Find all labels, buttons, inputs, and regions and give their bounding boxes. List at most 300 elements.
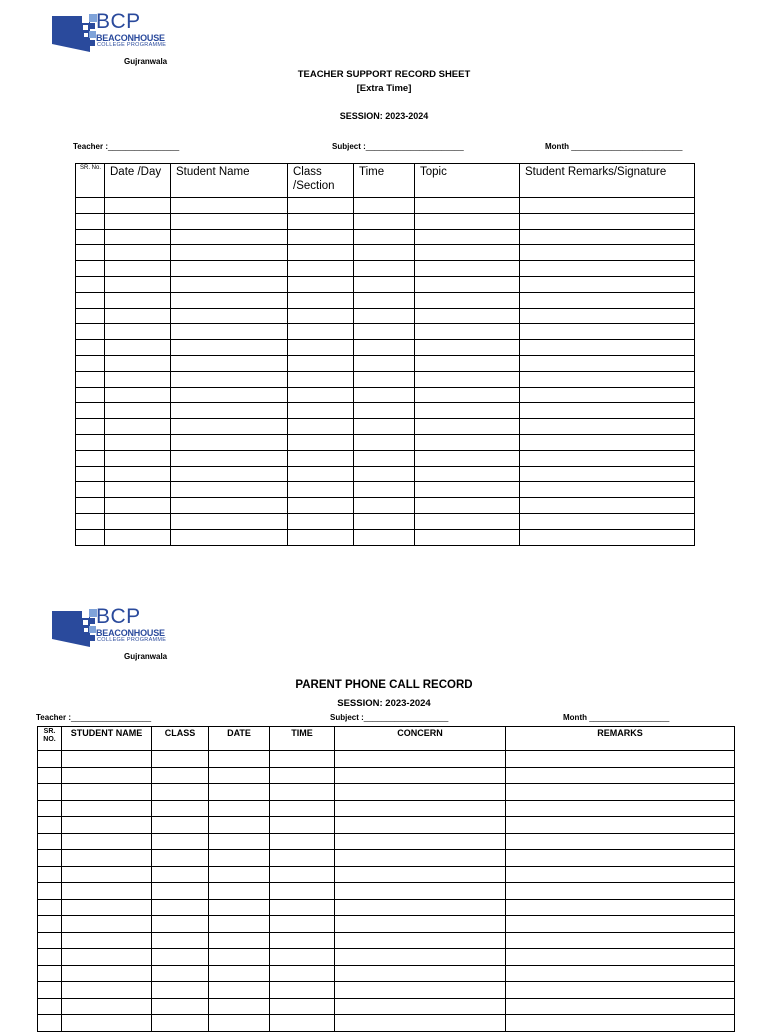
table-cell[interactable]: [335, 883, 506, 900]
table-cell[interactable]: [520, 466, 695, 482]
table-cell[interactable]: [506, 800, 735, 817]
table-cell[interactable]: [76, 371, 105, 387]
table-cell[interactable]: [171, 229, 288, 245]
table-cell[interactable]: [62, 1015, 152, 1032]
table-cell[interactable]: [270, 965, 335, 982]
table-cell[interactable]: [288, 434, 354, 450]
table-cell[interactable]: [105, 450, 171, 466]
table-cell[interactable]: [415, 450, 520, 466]
table-cell[interactable]: [209, 784, 270, 801]
table-cell[interactable]: [171, 324, 288, 340]
table-cell[interactable]: [62, 965, 152, 982]
table-cell[interactable]: [270, 817, 335, 834]
table-cell[interactable]: [506, 751, 735, 768]
table-cell[interactable]: [520, 340, 695, 356]
table-cell[interactable]: [105, 482, 171, 498]
subject-label: Subject :: [330, 713, 364, 722]
table-cell[interactable]: [354, 324, 415, 340]
table-cell[interactable]: [152, 833, 209, 850]
table-cell[interactable]: [335, 998, 506, 1015]
table-row: [38, 850, 735, 867]
table-cell[interactable]: [288, 229, 354, 245]
table-cell[interactable]: [520, 276, 695, 292]
table-cell[interactable]: [209, 965, 270, 982]
table-cell[interactable]: [270, 866, 335, 883]
table-cell[interactable]: [288, 292, 354, 308]
table-cell[interactable]: [335, 850, 506, 867]
table-cell[interactable]: [288, 513, 354, 529]
table-cell[interactable]: [288, 245, 354, 261]
table-cell[interactable]: [288, 403, 354, 419]
table-cell[interactable]: [105, 229, 171, 245]
table-cell[interactable]: [76, 308, 105, 324]
table-cell[interactable]: [38, 949, 62, 966]
table-cell[interactable]: [105, 498, 171, 514]
table-cell[interactable]: [506, 767, 735, 784]
table-cell[interactable]: [520, 355, 695, 371]
table-cell[interactable]: [415, 261, 520, 277]
table-cell[interactable]: [288, 450, 354, 466]
table-cell[interactable]: [335, 784, 506, 801]
table-cell[interactable]: [76, 387, 105, 403]
table-cell[interactable]: [335, 916, 506, 933]
table-cell[interactable]: [76, 419, 105, 435]
table-cell[interactable]: [415, 434, 520, 450]
table-cell[interactable]: [354, 466, 415, 482]
table-cell[interactable]: [62, 949, 152, 966]
table-cell[interactable]: [171, 245, 288, 261]
table-cell[interactable]: [62, 767, 152, 784]
table-row: [76, 276, 695, 292]
table-cell[interactable]: [415, 245, 520, 261]
table-cell[interactable]: [171, 529, 288, 545]
table-cell[interactable]: [209, 767, 270, 784]
table-cell[interactable]: [506, 883, 735, 900]
table-cell[interactable]: [354, 198, 415, 214]
table-cell[interactable]: [288, 498, 354, 514]
col-remarks: REMARKS: [506, 727, 735, 751]
table-cell[interactable]: [38, 916, 62, 933]
table-cell[interactable]: [171, 513, 288, 529]
table-cell[interactable]: [38, 784, 62, 801]
table-cell[interactable]: [506, 817, 735, 834]
table-cell[interactable]: [171, 498, 288, 514]
table-cell[interactable]: [270, 1015, 335, 1032]
table-cell[interactable]: [38, 932, 62, 949]
table-cell[interactable]: [62, 784, 152, 801]
table-cell[interactable]: [152, 1015, 209, 1032]
table-cell[interactable]: [415, 340, 520, 356]
table-cell[interactable]: [62, 982, 152, 999]
table-row: [76, 498, 695, 514]
table-cell[interactable]: [38, 866, 62, 883]
table-cell[interactable]: [270, 784, 335, 801]
table-cell[interactable]: [209, 998, 270, 1015]
table-row: [38, 817, 735, 834]
table-cell[interactable]: [62, 866, 152, 883]
table-cell[interactable]: [520, 450, 695, 466]
table-cell[interactable]: [38, 817, 62, 834]
table-cell[interactable]: [76, 261, 105, 277]
table-cell[interactable]: [209, 833, 270, 850]
table-cell[interactable]: [520, 482, 695, 498]
table-cell[interactable]: [520, 261, 695, 277]
table-cell[interactable]: [152, 800, 209, 817]
table-cell[interactable]: [270, 982, 335, 999]
table-cell[interactable]: [209, 1015, 270, 1032]
table-cell[interactable]: [152, 767, 209, 784]
table-cell[interactable]: [506, 899, 735, 916]
table-cell[interactable]: [506, 998, 735, 1015]
table-cell[interactable]: [288, 466, 354, 482]
table-cell[interactable]: [415, 482, 520, 498]
col-student-name: Student Name: [171, 164, 288, 198]
table-cell[interactable]: [270, 751, 335, 768]
table-cell[interactable]: [506, 916, 735, 933]
table-cell[interactable]: [520, 245, 695, 261]
table-cell[interactable]: [76, 403, 105, 419]
table-cell[interactable]: [270, 899, 335, 916]
table-cell[interactable]: [62, 817, 152, 834]
table-cell[interactable]: [171, 387, 288, 403]
table-cell[interactable]: [506, 982, 735, 999]
table-cell[interactable]: [171, 292, 288, 308]
table-cell[interactable]: [76, 245, 105, 261]
table-cell[interactable]: [415, 213, 520, 229]
table-cell[interactable]: [105, 419, 171, 435]
logo-programme: COLLEGE PROGRAMME: [97, 637, 167, 643]
table-cell[interactable]: [105, 434, 171, 450]
table-cell[interactable]: [335, 899, 506, 916]
table-cell[interactable]: [335, 965, 506, 982]
table-cell[interactable]: [171, 434, 288, 450]
table-cell[interactable]: [105, 213, 171, 229]
table-cell[interactable]: [76, 529, 105, 545]
table-cell[interactable]: [520, 292, 695, 308]
table-cell[interactable]: [62, 932, 152, 949]
table-cell[interactable]: [38, 1015, 62, 1032]
table-cell[interactable]: [520, 229, 695, 245]
table-cell[interactable]: [38, 883, 62, 900]
table-cell[interactable]: [62, 751, 152, 768]
month-field[interactable]: [563, 713, 669, 722]
table-cell[interactable]: [520, 513, 695, 529]
table-cell[interactable]: [209, 982, 270, 999]
table-cell[interactable]: [354, 403, 415, 419]
table-cell[interactable]: [171, 371, 288, 387]
table-cell[interactable]: [270, 949, 335, 966]
subject-field[interactable]: [332, 142, 464, 151]
table-cell[interactable]: [288, 371, 354, 387]
table-cell[interactable]: [354, 529, 415, 545]
table-cell[interactable]: [105, 355, 171, 371]
table-cell[interactable]: [288, 340, 354, 356]
table-cell[interactable]: [76, 498, 105, 514]
table-cell[interactable]: [506, 965, 735, 982]
table-cell[interactable]: [354, 340, 415, 356]
table-cell[interactable]: [506, 850, 735, 867]
table-cell[interactable]: [62, 998, 152, 1015]
table-cell[interactable]: [270, 850, 335, 867]
table-cell[interactable]: [105, 276, 171, 292]
table-cell[interactable]: [520, 387, 695, 403]
table-cell[interactable]: [415, 371, 520, 387]
table-cell[interactable]: [354, 308, 415, 324]
table-cell[interactable]: [152, 998, 209, 1015]
table-cell[interactable]: [171, 355, 288, 371]
table-cell[interactable]: [520, 498, 695, 514]
table-cell[interactable]: [415, 308, 520, 324]
month-field[interactable]: [545, 142, 682, 151]
teacher-field[interactable]: [73, 142, 179, 151]
table-cell[interactable]: [105, 403, 171, 419]
table-cell[interactable]: [62, 850, 152, 867]
table-cell[interactable]: [209, 800, 270, 817]
table-cell[interactable]: [354, 450, 415, 466]
table-row: [76, 229, 695, 245]
table-cell[interactable]: [288, 355, 354, 371]
table-cell[interactable]: [76, 213, 105, 229]
table-cell[interactable]: [62, 883, 152, 900]
table-cell[interactable]: [520, 529, 695, 545]
table-cell[interactable]: [152, 883, 209, 900]
table-cell[interactable]: [520, 403, 695, 419]
table-cell[interactable]: [335, 932, 506, 949]
table-cell[interactable]: [171, 466, 288, 482]
table-cell[interactable]: [335, 767, 506, 784]
teacher-blank: ________________: [107, 142, 180, 151]
table-row: [38, 998, 735, 1015]
table-cell[interactable]: [288, 276, 354, 292]
table-cell[interactable]: [105, 529, 171, 545]
table-cell[interactable]: [38, 998, 62, 1015]
table-cell[interactable]: [354, 482, 415, 498]
table-cell[interactable]: [270, 932, 335, 949]
table-cell[interactable]: [209, 899, 270, 916]
table-cell[interactable]: [171, 482, 288, 498]
table-cell[interactable]: [288, 261, 354, 277]
table-cell[interactable]: [288, 387, 354, 403]
table-cell[interactable]: [354, 387, 415, 403]
table-cell[interactable]: [152, 916, 209, 933]
table-cell[interactable]: [105, 245, 171, 261]
table-cell[interactable]: [171, 308, 288, 324]
table-cell[interactable]: [506, 866, 735, 883]
table-cell[interactable]: [415, 403, 520, 419]
table-cell[interactable]: [152, 817, 209, 834]
table-cell[interactable]: [335, 800, 506, 817]
table-cell[interactable]: [415, 276, 520, 292]
table-cell[interactable]: [520, 371, 695, 387]
table-cell[interactable]: [209, 866, 270, 883]
session-label: SESSION: 2023-2024: [337, 698, 431, 709]
table-cell[interactable]: [152, 784, 209, 801]
table-cell[interactable]: [288, 198, 354, 214]
table-cell[interactable]: [76, 198, 105, 214]
table-cell[interactable]: [415, 513, 520, 529]
table-cell[interactable]: [152, 751, 209, 768]
table-cell[interactable]: [354, 276, 415, 292]
table-cell[interactable]: [38, 751, 62, 768]
table-cell[interactable]: [38, 833, 62, 850]
table-cell[interactable]: [171, 276, 288, 292]
table-cell[interactable]: [354, 419, 415, 435]
table-cell[interactable]: [335, 833, 506, 850]
table-cell[interactable]: [520, 419, 695, 435]
table-cell[interactable]: [105, 387, 171, 403]
table-cell[interactable]: [105, 261, 171, 277]
table-cell[interactable]: [76, 292, 105, 308]
table-cell[interactable]: [415, 387, 520, 403]
teacher-field[interactable]: [36, 713, 151, 722]
table-cell[interactable]: [270, 767, 335, 784]
table-cell[interactable]: [354, 355, 415, 371]
table-row: [38, 833, 735, 850]
table-cell[interactable]: [354, 261, 415, 277]
table-cell[interactable]: [76, 355, 105, 371]
table-cell[interactable]: [520, 324, 695, 340]
table-cell[interactable]: [354, 245, 415, 261]
table-cell[interactable]: [288, 482, 354, 498]
table-cell[interactable]: [105, 308, 171, 324]
table-cell[interactable]: [76, 276, 105, 292]
table-cell[interactable]: [38, 767, 62, 784]
table-cell[interactable]: [415, 198, 520, 214]
table-cell[interactable]: [76, 450, 105, 466]
table-cell[interactable]: [152, 949, 209, 966]
table-cell[interactable]: [288, 308, 354, 324]
table-cell[interactable]: [152, 850, 209, 867]
table-cell[interactable]: [520, 308, 695, 324]
table-cell[interactable]: [105, 340, 171, 356]
table-cell[interactable]: [335, 751, 506, 768]
table-cell[interactable]: [171, 261, 288, 277]
table-cell[interactable]: [506, 932, 735, 949]
table-cell[interactable]: [270, 800, 335, 817]
table-cell[interactable]: [152, 866, 209, 883]
table-cell[interactable]: [171, 198, 288, 214]
table-cell[interactable]: [415, 292, 520, 308]
table-cell[interactable]: [76, 324, 105, 340]
table-cell[interactable]: [62, 833, 152, 850]
table-cell[interactable]: [354, 213, 415, 229]
table-cell[interactable]: [354, 292, 415, 308]
table-cell[interactable]: [270, 998, 335, 1015]
teacher-label: Teacher :: [73, 142, 108, 151]
table-row: [76, 324, 695, 340]
table-cell[interactable]: [38, 800, 62, 817]
table-cell[interactable]: [62, 899, 152, 916]
table-cell[interactable]: [415, 498, 520, 514]
table-cell[interactable]: [506, 833, 735, 850]
table-cell[interactable]: [209, 949, 270, 966]
table-cell[interactable]: [270, 883, 335, 900]
table-cell[interactable]: [76, 482, 105, 498]
table-cell[interactable]: [152, 899, 209, 916]
table-cell[interactable]: [415, 529, 520, 545]
table-cell[interactable]: [171, 450, 288, 466]
table-cell[interactable]: [105, 324, 171, 340]
table-cell[interactable]: [105, 371, 171, 387]
table-cell[interactable]: [209, 916, 270, 933]
table-cell[interactable]: [520, 213, 695, 229]
table-cell[interactable]: [105, 466, 171, 482]
table-cell[interactable]: [415, 229, 520, 245]
table-cell[interactable]: [354, 434, 415, 450]
table-cell[interactable]: [335, 866, 506, 883]
table-cell[interactable]: [171, 403, 288, 419]
table-cell[interactable]: [520, 434, 695, 450]
table-cell[interactable]: [152, 965, 209, 982]
logo-abbr: BCP: [96, 605, 141, 628]
table-cell[interactable]: [415, 355, 520, 371]
table-cell[interactable]: [335, 949, 506, 966]
table-cell[interactable]: [288, 324, 354, 340]
table-cell[interactable]: [62, 916, 152, 933]
table-cell[interactable]: [354, 229, 415, 245]
table-cell[interactable]: [335, 817, 506, 834]
teacher-label: Teacher :: [36, 713, 71, 722]
table-cell[interactable]: [506, 1015, 735, 1032]
table-cell[interactable]: [270, 833, 335, 850]
table-cell[interactable]: [105, 198, 171, 214]
table-cell[interactable]: [354, 513, 415, 529]
table-cell[interactable]: [209, 850, 270, 867]
table-cell[interactable]: [171, 340, 288, 356]
table-cell[interactable]: [506, 784, 735, 801]
subject-field[interactable]: [330, 713, 448, 722]
table-cell[interactable]: [152, 982, 209, 999]
table-cell[interactable]: [520, 198, 695, 214]
table-cell[interactable]: [76, 466, 105, 482]
table-cell[interactable]: [415, 324, 520, 340]
table-cell[interactable]: [288, 213, 354, 229]
table-cell[interactable]: [270, 916, 335, 933]
table-cell[interactable]: [171, 213, 288, 229]
table-cell[interactable]: [354, 498, 415, 514]
subject-label: Subject :: [332, 142, 366, 151]
table-cell[interactable]: [209, 817, 270, 834]
table-cell[interactable]: [38, 982, 62, 999]
table-cell[interactable]: [209, 751, 270, 768]
table-cell[interactable]: [76, 513, 105, 529]
table-row: [38, 883, 735, 900]
table-cell[interactable]: [38, 899, 62, 916]
table-cell[interactable]: [335, 1015, 506, 1032]
table-cell[interactable]: [209, 883, 270, 900]
table-cell[interactable]: [506, 949, 735, 966]
table-cell[interactable]: [415, 466, 520, 482]
table-cell[interactable]: [415, 419, 520, 435]
table-cell[interactable]: [38, 850, 62, 867]
table-cell[interactable]: [62, 800, 152, 817]
table-cell[interactable]: [209, 932, 270, 949]
table-cell[interactable]: [288, 529, 354, 545]
month-label: Month: [545, 142, 569, 151]
table-row: [38, 899, 735, 916]
table-cell[interactable]: [105, 513, 171, 529]
table-cell[interactable]: [76, 434, 105, 450]
table-cell[interactable]: [105, 292, 171, 308]
table-cell[interactable]: [76, 229, 105, 245]
table-cell[interactable]: [38, 965, 62, 982]
table-cell[interactable]: [152, 932, 209, 949]
table-cell[interactable]: [171, 419, 288, 435]
table-cell[interactable]: [354, 371, 415, 387]
table-cell[interactable]: [288, 419, 354, 435]
table-cell[interactable]: [335, 982, 506, 999]
table-cell[interactable]: [76, 340, 105, 356]
